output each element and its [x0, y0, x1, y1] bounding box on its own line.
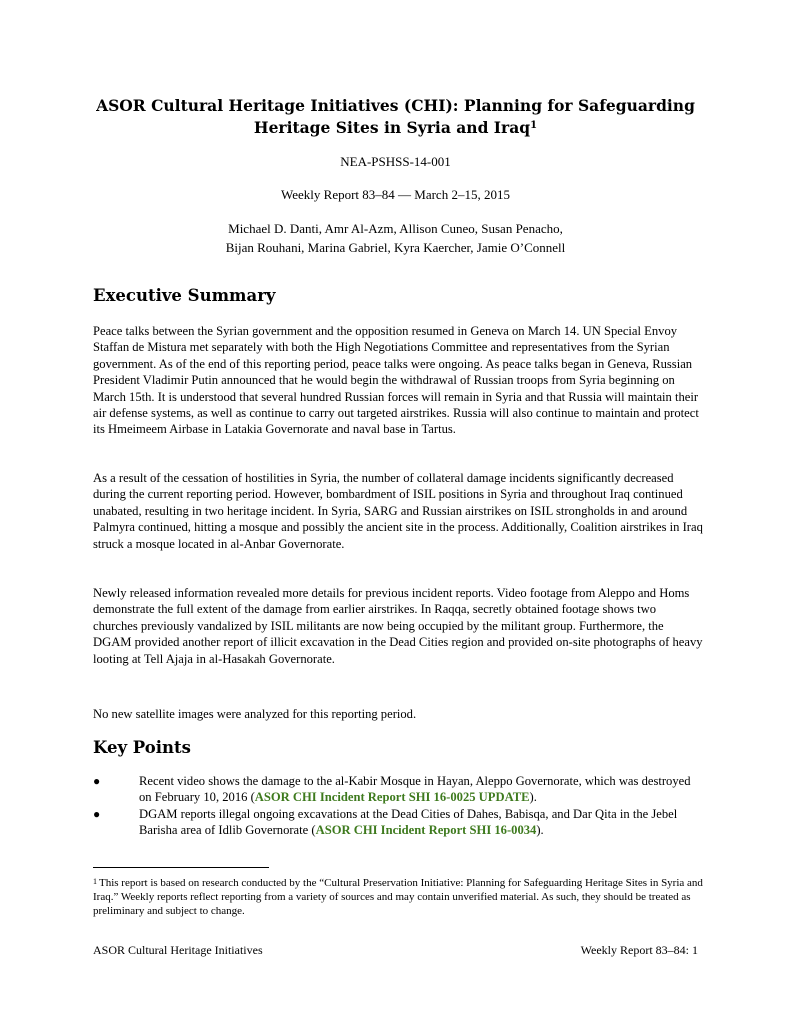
footer-page-number: Weekly Report 83–84: 1: [580, 943, 698, 957]
bullet-icon: ●: [93, 806, 101, 821]
key-point-closing: ).: [529, 790, 537, 805]
footnote: [93, 876, 703, 918]
title-footnote-marker: 1: [530, 120, 538, 131]
key-point-item: [93, 806, 703, 839]
key-point-item: [93, 773, 703, 806]
bullet-icon: ●: [93, 774, 101, 788]
summary-paragraph-2: As a result of the cessation of hostilities in Syria, the number of collateral damage incidents significantly decreased during the current reporting period. However, bombardment of ISIL positions in Syria and throughout Iraq continued unabated, resulting in two heritage incident. In Syria, SARG and Russian airstrikes on ISIL strongholds in and around Palmyra continued, hitting a mosque and possibly the ancient site in the process. Additionally, Coalition airstrikes in Iraq struck a mosque located in al-Anbar Governorate.: [93, 471, 703, 551]
footnote-number: 1: [93, 877, 97, 886]
key-point-text: DGAM reports illegal ongoing excavations at the Dead Cities of Dahes, Babisqa, and Dar Qita in the Jebel Barisha area of Idlib Governorate (: [139, 806, 678, 838]
title-line-1: ASOR Cultural Heritage Initiatives (CHI): Planning for Safeguarding: [96, 96, 695, 115]
key-point-text: Recent video shows the damage to the al-Kabir Mosque in Hayan, Aleppo Governorate, which was destroyed on February 10, 2016 (: [139, 774, 691, 805]
key-points-list: [93, 773, 703, 839]
footnote-divider: [93, 867, 269, 868]
authors-line-2: Bijan Rouhani, Marina Gabriel, Kyra Kaercher, Jamie O’Connell: [225, 240, 566, 255]
key-points-heading: Key Points: [93, 738, 191, 757]
summary-paragraph-3: Newly released information revealed more details for previous incident reports. Video footage from Aleppo and Homs demonstrate the full extent of the damage from earlier airstrikes. In Raqqa, secretly obtained footage shows two churches previously vandalized by ISIL militants are now being occupied by the militant group. Furthermore, the DGAM provided another report of illicit excavation in the Dead Cities region and provided on-site photographs of heavy looting at Tell Ajaja in al-Hasakah Governorate.: [93, 586, 703, 666]
incident-report-link[interactable]: ASOR CHI Incident Report SHI 16-0034: [315, 823, 537, 838]
report-title: [60, 95, 731, 139]
key-point-closing: ).: [536, 823, 544, 838]
authors: [60, 219, 731, 257]
footnote-text: This report is based on research conducted by the “Cultural Preservation Initiative: Planning for Safeguarding Heritage Sites in Syria and Iraq.” Weekly reports reflect reporting from a variety of sources and may contain unverified material. As such, they should be treated as preliminary and subject to change.: [93, 877, 703, 917]
summary-paragraph-4: No new satellite images were analyzed for this reporting period.: [93, 707, 417, 721]
title-line-2: Heritage Sites in Syria and Iraq: [253, 118, 531, 137]
report-code: NEA-PSHSS-14-001: [340, 154, 451, 169]
authors-line-1: Michael D. Danti, Amr Al-Azm, Allison Cuneo, Susan Penacho,: [228, 221, 563, 236]
executive-summary-heading: Executive Summary: [93, 286, 276, 305]
incident-report-link[interactable]: ASOR CHI Incident Report SHI 16-0025 UPDATE: [254, 790, 530, 805]
summary-paragraph-1: Peace talks between the Syrian government and the opposition resumed in Geneva on March 14. UN Special Envoy Staffan de Mistura met separately with both the High Negotiations Committee and representatives from the Syrian government. As of the end of this reporting period, peace talks were ongoing. As peace talks began in Geneva, Russian President Vladimir Putin announced that he would begin the withdrawal of Russian troops from Syria beginning on March 15th. It is understood that several hundred Russian forces will remain in Syria and that Russia will maintain their air defense systems, as well as continue to carry out targeted airstrikes. Russia will also continue to maintain and protect its Hmeimeem Airbase in Latakia Governorate and naval base in Tartus.: [93, 324, 699, 437]
weekly-report-line: Weekly Report 83–84 — March 2–15, 2015: [281, 187, 510, 202]
footer-organization: ASOR Cultural Heritage Initiatives: [93, 943, 263, 957]
